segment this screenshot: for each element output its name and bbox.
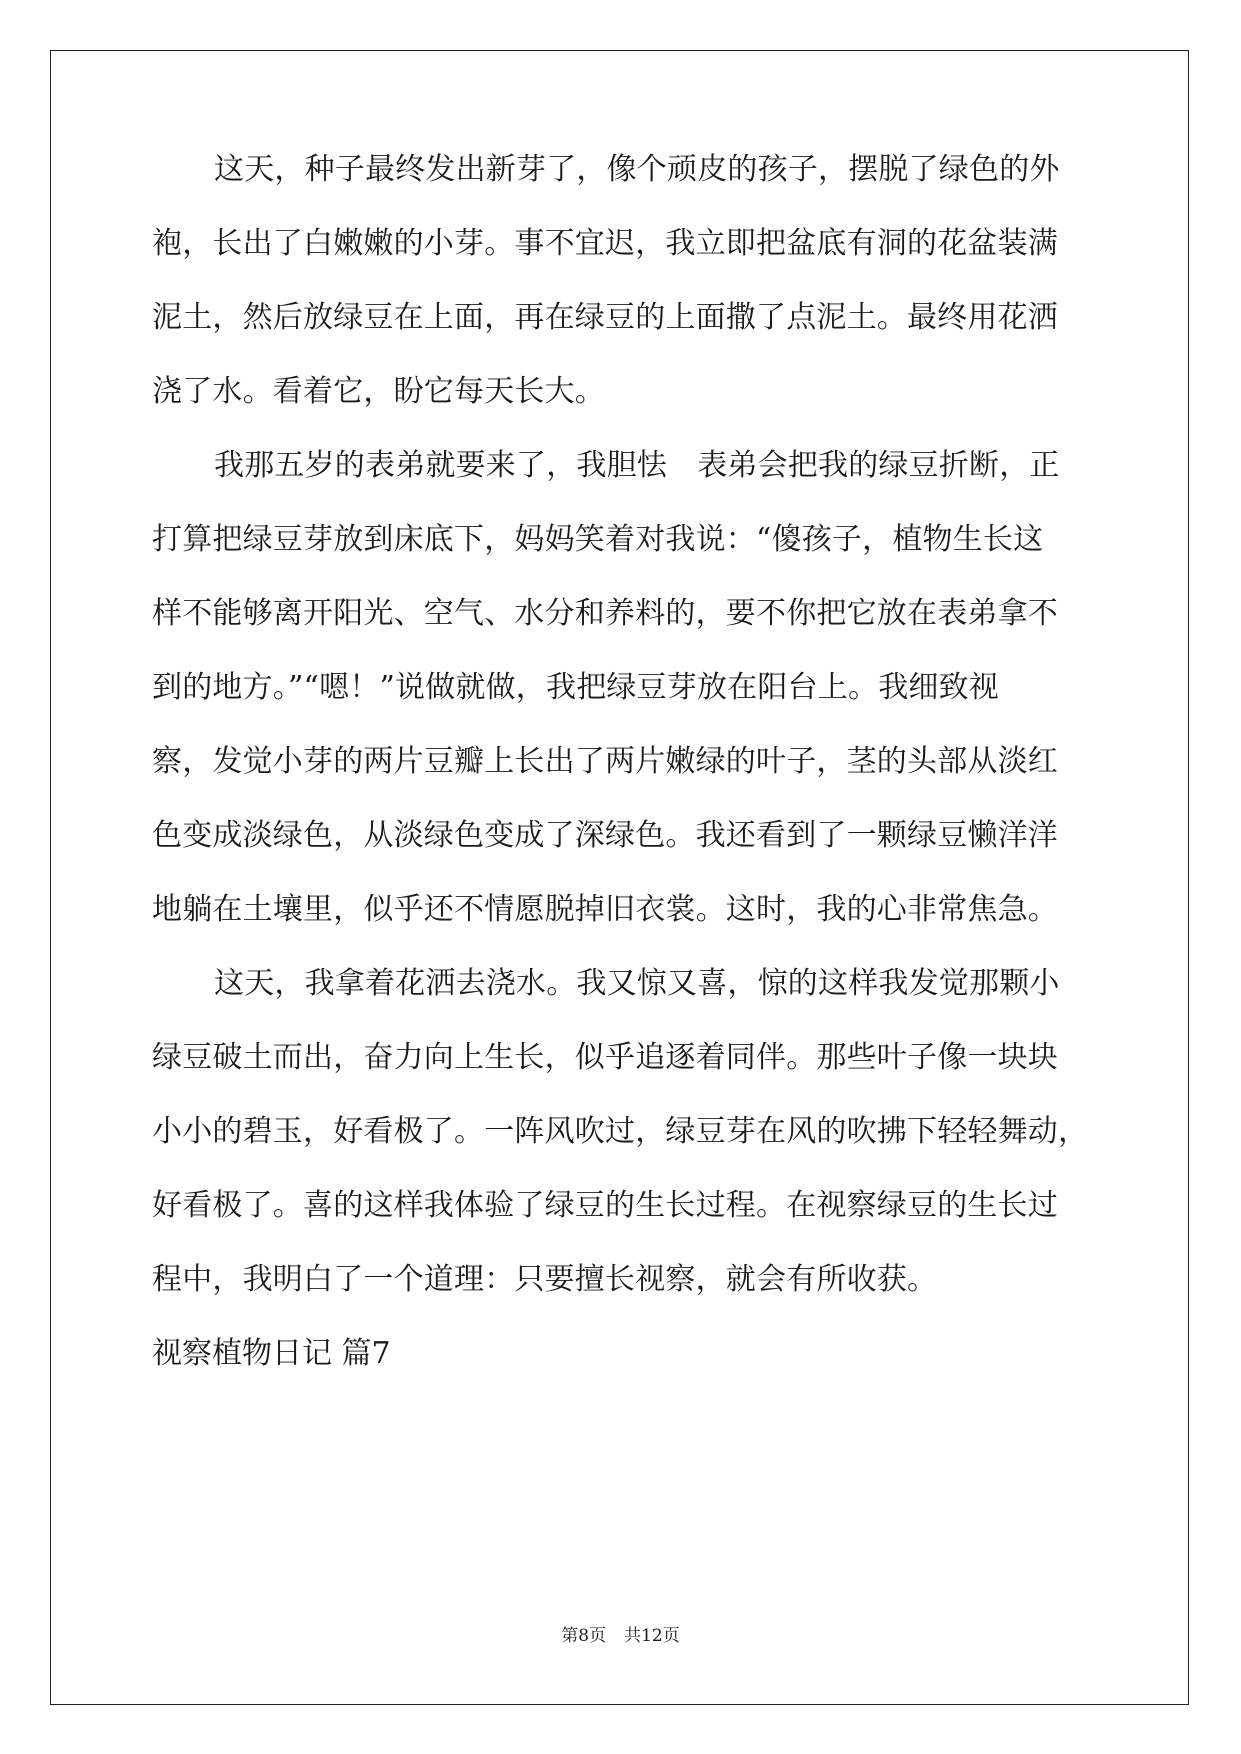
paragraph-2-line-6: 色变成淡绿色，从淡绿色变成了深绿色。我还看到了一颗绿豆懒洋洋 xyxy=(152,818,1058,853)
page-footer xyxy=(0,1625,1241,1647)
paragraph-1-line-2: 袍，长出了白嫩嫩的小芽。事不宜迟，我立即把盆底有洞的花盆装满 xyxy=(152,226,1058,261)
paragraph-1-line-3: 泥土，然后放绿豆在上面，再在绿豆的上面撒了点泥土。最终用花洒 xyxy=(152,300,1058,335)
paragraph-3-line-2: 绿豆破土而出，奋力向上生长，似乎追逐着同伴。那些叶子像一块块 xyxy=(152,1040,1058,1075)
paragraph-3-line-3: 小小的碧玉，好看极了。一阵风吹过，绿豆芽在风的吹拂下轻轻舞动， xyxy=(152,1114,1089,1149)
paragraph-2-line-3: 样不能够离开阳光、空气、水分和养料的，要不你把它放在表弟拿不 xyxy=(152,596,1058,631)
paragraph-2-line-5: 察，发觉小芽的两片豆瓣上长出了两片嫩绿的叶子，茎的头部从淡红 xyxy=(152,744,1058,779)
paragraph-2-line-7: 地躺在土壤里，似乎还不情愿脱掉旧衣裳。这时，我的心非常焦急。 xyxy=(152,892,1058,927)
paragraph-1-line-1: 这天，种子最终发出新芽了，像个顽皮的孩子，摆脱了绿色的外 xyxy=(214,152,1060,187)
paragraph-2-line-1: 我那五岁的表弟就要来了，我胆怯 表弟会把我的绿豆折断，正 xyxy=(214,448,1060,483)
page-number: 第8页 xyxy=(561,1626,607,1646)
paragraph-3-line-4: 好看极了。喜的这样我体验了绿豆的生长过程。在视察绿豆的生长过 xyxy=(152,1188,1058,1223)
paragraph-2-line-4: 到的地方。”“嗯！”说做就做，我把绿豆芽放在阳台上。我细致视 xyxy=(152,670,1000,705)
paragraph-3-line-1: 这天，我拿着花洒去浇水。我又惊又喜，惊的这样我发觉那颗小 xyxy=(214,966,1060,1001)
page-total: 共12页 xyxy=(624,1626,680,1646)
section-heading: 视察植物日记 篇7 xyxy=(152,1336,391,1371)
paragraph-2-line-2: 打算把绿豆芽放到床底下，妈妈笑着对我说：“傻孩子，植物生长这 xyxy=(152,522,1044,557)
paragraph-1-line-4: 浇了水。看着它，盼它每天长大。 xyxy=(152,374,605,409)
paragraph-3-line-5: 程中，我明白了一个道理：只要擅长视察，就会有所收获。 xyxy=(152,1262,938,1297)
